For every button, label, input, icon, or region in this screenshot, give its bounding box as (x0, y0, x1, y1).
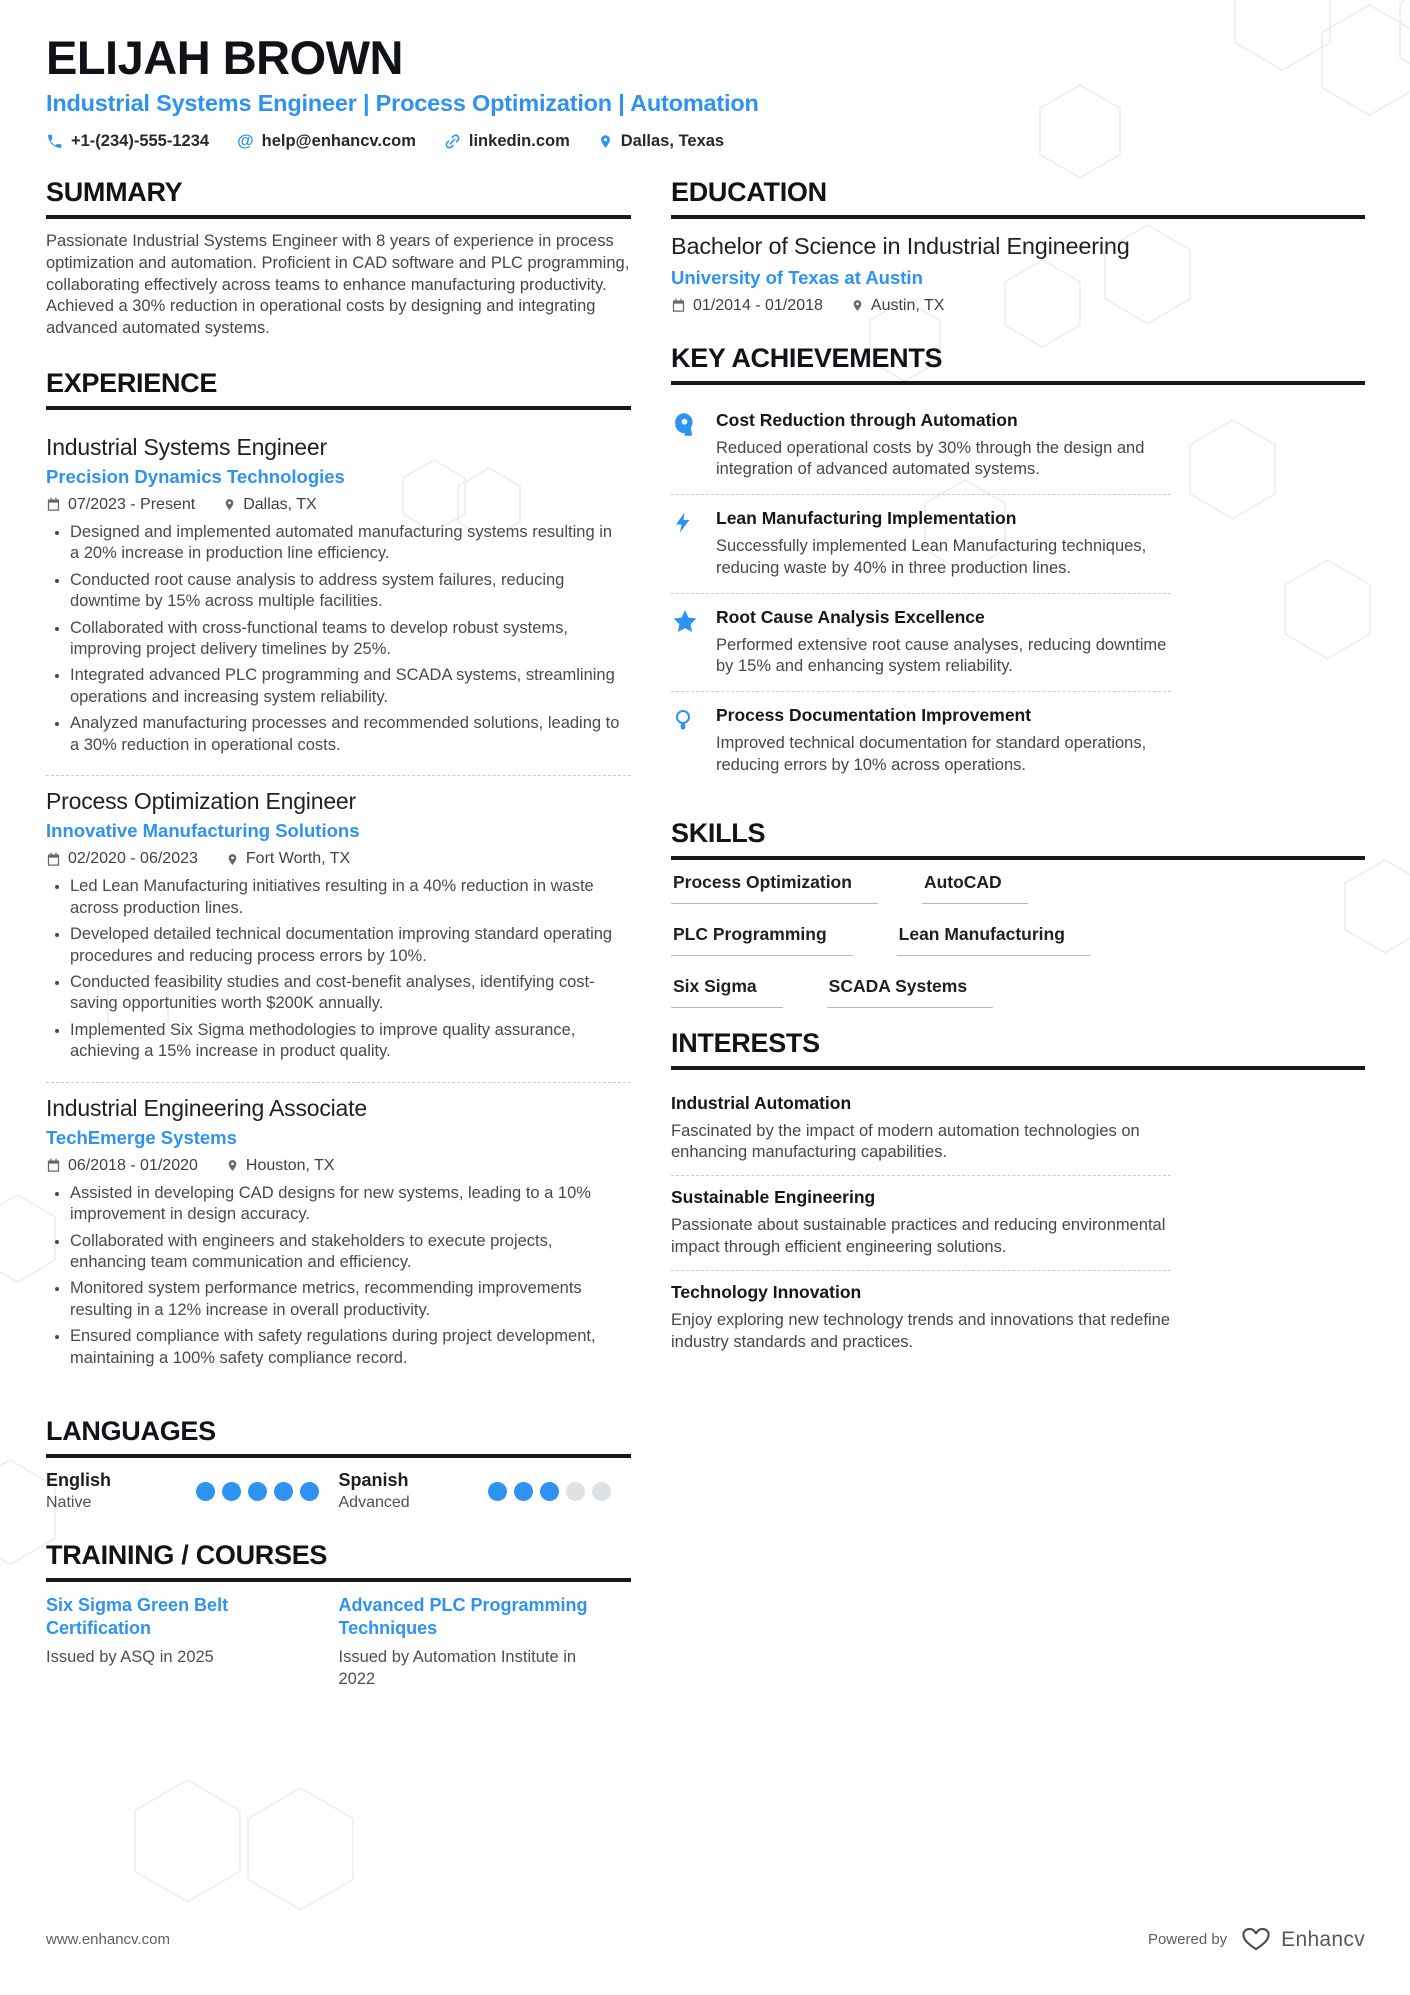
degree-title: Bachelor of Science in Industrial Engineering (671, 233, 1130, 259)
enhancv-brand-text: Enhancv (1281, 1927, 1365, 1951)
contact-email[interactable] (237, 131, 416, 151)
achievement-title: Process Documentation Improvement (716, 705, 1032, 726)
job-location (226, 1157, 335, 1175)
job-bullet: • Implemented Six Sigma methodologies to improve quality assurance, achieving a 15% increase in product quality. (70, 1020, 621, 1063)
school-name: University of Texas at Austin (671, 266, 923, 288)
job-bullet: • Analyzed manufacturing processes and recommended solutions, leading to a 30% reduction in operational costs. (70, 713, 621, 756)
interest-title: Sustainable Engineering (671, 1187, 876, 1208)
job-dates (46, 1157, 198, 1175)
job-dates-text: 06/2018 - 01/2020 (68, 1156, 198, 1174)
job-title: Industrial Engineering Associate (46, 1094, 367, 1121)
achievement-title: Lean Manufacturing Implementation (716, 508, 1017, 529)
location-pin-icon (851, 298, 864, 313)
job-bullet: • Conducted feasibility studies and cost-benefit analyses, identifying cost-saving opportunities worth $200K annually. (70, 972, 621, 1015)
skill-tag: AutoCAD (922, 872, 1028, 904)
right-column (671, 177, 1365, 1690)
location-pin-icon (226, 852, 239, 867)
interest-item (671, 1270, 1171, 1365)
location-text: Dallas, Texas (620, 131, 725, 150)
education-location (851, 297, 945, 315)
education-location-text: Austin, TX (870, 296, 945, 314)
language-level: Native (46, 1494, 92, 1512)
calendar-icon (46, 1158, 61, 1173)
phone-icon (46, 133, 63, 150)
job-bullet: • Led Lean Manufacturing initiatives resulting in a 40% reduction in waste across production lines. (70, 876, 621, 919)
job-bullet: • Collaborated with engineers and stakeholders to execute projects, enhancing team communication and efficiency. (70, 1231, 621, 1274)
job-dates (46, 496, 195, 514)
language-item (46, 1470, 333, 1512)
interest-desc: Enjoy exploring new technology trends and innovations that redefine industry standards and practices. (671, 1310, 1170, 1351)
achievement-desc: Successfully implemented Lean Manufacturing techniques, reducing waste by 40% in three production lines. (716, 537, 1147, 577)
lightning-icon (671, 508, 701, 580)
head-profile-icon (671, 410, 701, 482)
job-meta (46, 496, 631, 514)
job-bullets (46, 522, 631, 756)
resume-header (46, 30, 1365, 151)
job-title: Process Optimization Engineer (46, 788, 356, 815)
contact-phone (46, 132, 209, 151)
interest-desc: Fascinated by the impact of modern automation technologies on enhancing manufacturing capabilities. (671, 1121, 1140, 1162)
skill-tag: PLC Programming (671, 924, 853, 956)
skills-list (671, 872, 1365, 1008)
achievement-item (671, 397, 1171, 495)
language-name: English (46, 1470, 112, 1491)
achievement-title: Cost Reduction through Automation (716, 409, 1018, 430)
job-location-text: Houston, TX (245, 1156, 335, 1174)
education-dates-text: 01/2014 - 01/2018 (693, 296, 823, 314)
language-level: Advanced (338, 1494, 410, 1512)
experience-job (46, 1082, 631, 1389)
course-title: Advanced PLC Programming Techniques (338, 1595, 588, 1638)
footer-site-url: www.enhancv.com (46, 1931, 170, 1948)
job-location (223, 496, 317, 514)
page-footer (46, 1926, 1365, 1953)
skill-tag: SCADA Systems (827, 976, 993, 1008)
job-bullet: • Integrated advanced PLC programming and SCADA systems, streamlining operations and increasing system reliability. (70, 665, 621, 708)
achievement-item (671, 691, 1171, 790)
contact-row (46, 131, 1365, 151)
location-pin-icon (598, 133, 613, 150)
job-meta (46, 1157, 631, 1175)
languages-section-title: LANGUAGES (46, 1416, 631, 1458)
skill-tag: Lean Manufacturing (897, 924, 1091, 956)
skill-tag: Six Sigma (671, 976, 783, 1008)
job-company: Innovative Manufacturing Solutions (46, 820, 360, 842)
job-bullet: • Assisted in developing CAD designs for new systems, leading to a 10% improvement in design accuracy. (70, 1183, 621, 1226)
contact-link[interactable] (444, 132, 570, 151)
language-proficiency-dots (488, 1482, 611, 1501)
job-dates (46, 850, 198, 868)
location-pin-icon (223, 497, 236, 512)
job-location-text: Dallas, TX (243, 495, 317, 513)
job-bullet: • Ensured compliance with safety regulations during project development, maintaining a 100% safety compliance record. (70, 1326, 621, 1369)
interest-title: Technology Innovation (671, 1281, 862, 1302)
training-section-title: TRAINING / COURSES (46, 1540, 631, 1582)
job-bullet: • Collaborated with cross-functional teams to develop robust systems, improving project delivery timelines by 25%. (70, 618, 621, 661)
at-icon: @ (237, 131, 254, 150)
interest-title: Industrial Automation (671, 1092, 852, 1113)
achievement-title: Root Cause Analysis Excellence (716, 606, 985, 627)
education-dates (671, 297, 823, 315)
course-issuer: Issued by ASQ in 2025 (46, 1648, 214, 1667)
job-bullets (46, 1183, 631, 1370)
education-meta (671, 297, 1365, 315)
language-proficiency-dots (196, 1482, 319, 1501)
achievement-item (671, 494, 1171, 593)
course-item (46, 1594, 333, 1690)
interest-desc: Passionate about sustainable practices and reducing environmental impact through efficient engineering solutions. (671, 1216, 1166, 1256)
language-item (339, 1470, 626, 1512)
training-row (46, 1594, 631, 1690)
summary-section-title: SUMMARY (46, 177, 631, 219)
phone-text: +1-(234)-555-1234 (71, 131, 210, 150)
skill-tag: Process Optimization (671, 872, 878, 904)
course-title: Six Sigma Green Belt Certification (46, 1595, 229, 1638)
job-company: TechEmerge Systems (46, 1126, 237, 1148)
achievement-item (671, 593, 1171, 692)
calendar-icon (671, 298, 686, 313)
interest-item (671, 1175, 1171, 1270)
powered-by-label: Powered by (1147, 1931, 1228, 1948)
job-dates-text: 07/2023 - Present (68, 495, 196, 513)
summary-text: Passionate Industrial Systems Engineer with 8 years of experience in process optimization and automation. Proficient in CAD software and PLC programming, collaborating effectively across teams to enhance manufacturing productivity. Achieved a 30% reduction in operational costs by designing and integrating advanced automated systems. (46, 232, 630, 338)
course-issuer: Issued by Automation Institute in 2022 (338, 1648, 577, 1688)
email-text: help@enhancv.com (261, 131, 416, 150)
calendar-icon (46, 852, 61, 867)
location-pin-icon (226, 1158, 239, 1173)
link-icon (444, 133, 461, 150)
lightbulb-icon (671, 705, 701, 777)
experience-section-title: EXPERIENCE (46, 368, 631, 410)
job-bullets (46, 876, 631, 1063)
course-item (339, 1594, 626, 1690)
star-icon (671, 607, 701, 679)
left-column (46, 177, 631, 1690)
job-location-text: Fort Worth, TX (245, 850, 351, 868)
contact-location (598, 132, 724, 151)
experience-job (46, 422, 631, 775)
job-dates-text: 02/2020 - 06/2023 (68, 850, 198, 868)
powered-by (1148, 1926, 1365, 1953)
interests-section-title: INTERESTS (671, 1028, 1365, 1070)
achievement-desc: Reduced operational costs by 30% through the design and integration of advanced automated systems. (716, 438, 1145, 479)
calendar-icon (46, 497, 61, 512)
achievements-section-title: KEY ACHIEVEMENTS (671, 343, 1365, 385)
job-bullet: • Monitored system performance metrics, recommending improvements resulting in a 12% increase in overall productivity. (70, 1278, 621, 1321)
language-name: Spanish (338, 1470, 409, 1491)
education-section-title: EDUCATION (671, 177, 1365, 219)
interest-item (671, 1082, 1171, 1176)
enhancv-logo-icon (1239, 1926, 1273, 1953)
candidate-name: ELIJAH BROWN (46, 31, 403, 84)
job-company: Precision Dynamics Technologies (46, 465, 345, 487)
experience-job (46, 775, 631, 1082)
job-location (226, 850, 350, 868)
job-bullet: • Developed detailed technical documentation improving standard operating procedures and reducing process errors by 10%. (70, 924, 621, 967)
job-title: Industrial Systems Engineer (46, 433, 327, 460)
skills-section-title: SKILLS (671, 818, 1365, 860)
job-meta (46, 850, 631, 868)
achievement-desc: Improved technical documentation for standard operations, reducing errors by 10% across operations. (716, 734, 1147, 774)
languages-row (46, 1470, 631, 1512)
job-bullet: • Conducted root cause analysis to address system failures, reducing downtime by 15% across multiple facilities. (70, 570, 621, 613)
link-text: linkedin.com (468, 131, 570, 150)
achievement-desc: Performed extensive root cause analyses, reducing downtime by 15% and enhancing system reliability. (716, 635, 1167, 676)
candidate-headline: Industrial Systems Engineer | Process Optimization | Automation (46, 90, 759, 116)
job-bullet: • Designed and implemented automated manufacturing systems resulting in a 20% increase in production line efficiency. (70, 522, 621, 565)
education-entry (671, 231, 1365, 315)
